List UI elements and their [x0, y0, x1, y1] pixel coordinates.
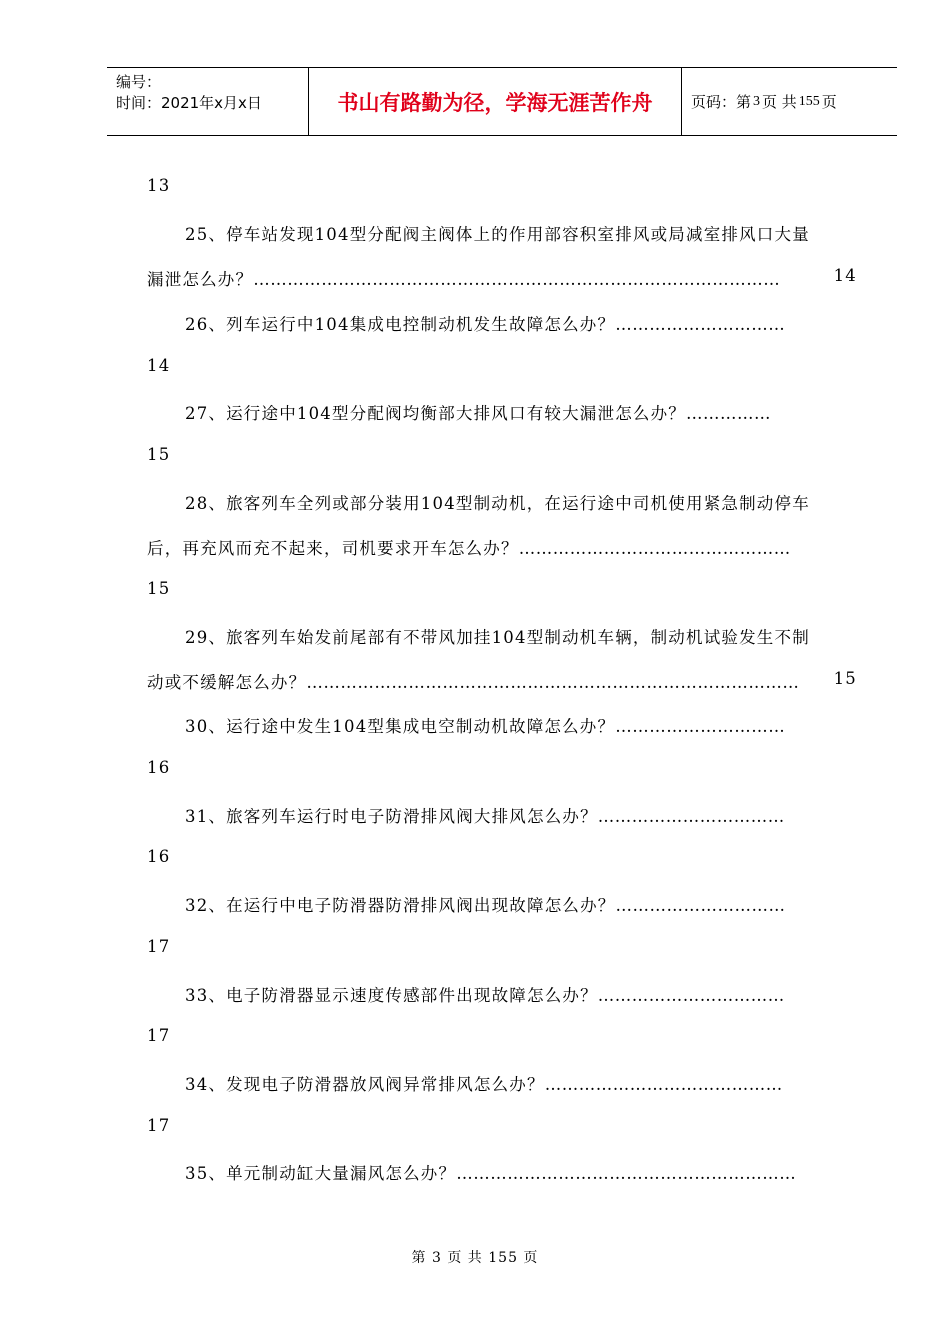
toc-page-number: 14: [147, 356, 171, 375]
toc-page-number: 17: [147, 1026, 171, 1045]
toc-entry-title[interactable]: 31、旅客列车运行时电子防滑排风阀大排风怎么办？……………………………: [185, 807, 785, 826]
toc-page-number: 17: [147, 937, 171, 956]
toc-entry-continuation[interactable]: 漏泄怎么办？………………………………………………………………………………… 14: [147, 266, 857, 289]
toc-entry-continuation[interactable]: 后，再充风而充不起来，司机要求开车怎么办？…………………………………………: [147, 539, 791, 558]
toc-entry-title[interactable]: 25、停车站发现104型分配阀主阀体上的作用部容积室排风或局减室排风口大量: [185, 225, 810, 244]
toc-page-number: 15: [147, 445, 171, 464]
page-suffix: 页: [821, 93, 837, 111]
page-total: 155: [798, 93, 820, 109]
header-motto: 书山有路勤为径，学海无涯苦作舟: [309, 68, 682, 135]
toc-entry-title[interactable]: 32、在运行中电子防滑器防滑排风阀出现故障怎么办？…………………………: [185, 896, 786, 915]
toc-page-number: 14: [833, 266, 857, 285]
toc-leader-dots: …………………………………………………………………………………: [253, 270, 781, 289]
toc-entry-title[interactable]: 33、电子防滑器显示速度传感部件出现故障怎么办？……………………………: [185, 986, 785, 1005]
toc-leader-dots: …………………………: [615, 896, 786, 915]
toc-page-number: 16: [147, 847, 171, 866]
toc-leader-dots: …………………………………………: [518, 539, 791, 558]
toc-entry-title[interactable]: 26、列车运行中104集成电控制动机发生故障怎么办？…………………………: [185, 315, 786, 334]
toc-leader-dots: …………………………: [615, 315, 786, 334]
page-footer: 第 3 页 共 155 页: [411, 1250, 539, 1266]
toc-leader-dots: ……………………………: [597, 986, 785, 1005]
toc-entry-title[interactable]: 30、运行途中发生104型集成电空制动机故障怎么办？…………………………: [185, 717, 786, 736]
page-number: 3: [753, 93, 761, 109]
toc-entry-title[interactable]: 35、单元制动缸大量漏风怎么办？……………………………………………………: [185, 1164, 797, 1183]
toc-page-number: 15: [833, 669, 857, 688]
toc-leader-dots: ……………………………………………………: [456, 1164, 797, 1183]
toc-page-number: 17: [147, 1116, 171, 1135]
page-mid: 页 共: [762, 93, 797, 111]
toc-entry-title[interactable]: 28、旅客列车全列或部分装用104型制动机，在运行途中司机使用紧急制动停车: [185, 494, 810, 513]
toc-leader-dots: ……………………………: [597, 807, 785, 826]
toc-entry-title[interactable]: 27、运行途中104型分配阀均衡部大排风口有较大漏泄怎么办？……………: [185, 404, 771, 423]
page-prefix: 页码：第: [691, 93, 752, 111]
toc-entry-continuation[interactable]: 动或不缓解怎么办？…………………………………………………………………………… 15: [147, 669, 857, 692]
time-label: 时间：2021年x月x日: [116, 94, 262, 112]
toc-leader-dots: ……………: [686, 404, 771, 423]
code-label: 编号：: [116, 73, 162, 91]
toc-page-number: 13: [147, 176, 171, 195]
toc-leader-dots: ……………………………………………………………………………: [306, 673, 800, 692]
toc-page-number: 15: [147, 579, 171, 598]
toc-entry-title[interactable]: 29、旅客列车始发前尾部有不带风加挂104型制动机车辆，制动机试验发生不制: [185, 628, 810, 647]
toc-page-number: 16: [147, 758, 171, 777]
toc-entry-title[interactable]: 34、发现电子防滑器放风阀异常排风怎么办？……………………………………: [185, 1075, 783, 1094]
toc-leader-dots: …………………………: [615, 717, 786, 736]
toc-leader-dots: ……………………………………: [544, 1075, 783, 1094]
